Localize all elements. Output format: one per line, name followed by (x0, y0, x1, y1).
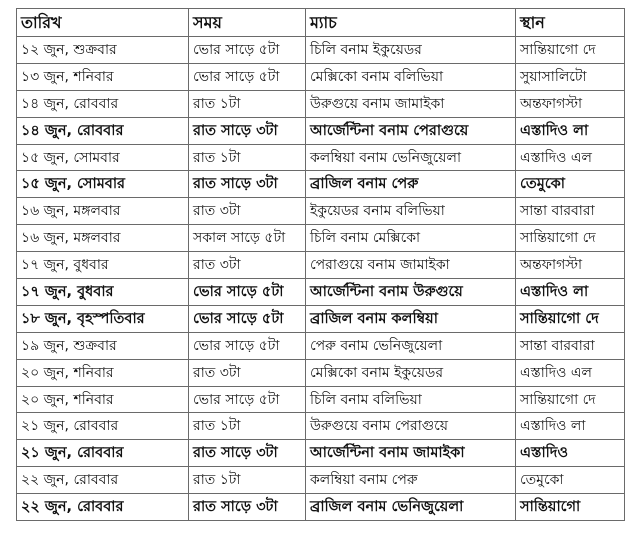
time-cell: রাত ৩টা (189, 252, 306, 279)
time-cell: সকাল সাড়ে ৫টা (189, 225, 306, 252)
table-row (17, 198, 625, 225)
table-row (17, 171, 625, 198)
venue-cell: সান্তিয়াগো দে (516, 386, 625, 413)
table-row (17, 63, 625, 90)
table-row (17, 144, 625, 171)
date-cell: ১৭ জুন, বুধবার (17, 279, 189, 306)
venue-cell: সান্তা বারবারা (516, 198, 625, 225)
match-cell: পেরাগুয়ে বনাম জামাইকা (306, 252, 516, 279)
time-cell: রাত সাড়ে ৩টা (189, 117, 306, 144)
date-cell: ১৮ জুন, বৃহস্পতিবার (17, 305, 189, 332)
date-cell: ১৫ জুন, সোমবার (17, 144, 189, 171)
table-row (17, 90, 625, 117)
match-cell: মেক্সিকো বনাম বলিভিয়া (306, 63, 516, 90)
table-row (17, 413, 625, 440)
date-cell: ১৬ জুন, মঙ্গলবার (17, 198, 189, 225)
time-cell: রাত ১টা (189, 144, 306, 171)
time-cell: রাত ৩টা (189, 198, 306, 225)
venue-cell: অন্তফাগস্টা (516, 252, 625, 279)
date-cell: ১৪ জুন, রোববার (17, 117, 189, 144)
table-header-row (17, 9, 625, 37)
venue-cell: অন্তফাগস্টা (516, 90, 625, 117)
table-row (17, 225, 625, 252)
match-cell: চিলি বনাম ইকুয়েডর (306, 37, 516, 64)
table-row (17, 37, 625, 64)
match-cell: পেরু বনাম ভেনিজুয়েলা (306, 332, 516, 359)
header-time: সময় (189, 9, 306, 37)
table-row (17, 440, 625, 467)
time-cell: ভোর সাড়ে ৫টা (189, 386, 306, 413)
time-cell: রাত সাড়ে ৩টা (189, 171, 306, 198)
match-cell: কলম্বিয়া বনাম পেরু (306, 467, 516, 494)
header-date: তারিখ (17, 9, 189, 37)
match-cell: ইকুয়েডর বনাম বলিভিয়া (306, 198, 516, 225)
table-row (17, 494, 625, 521)
match-cell: উরুগুয়ে বনাম পেরাগুয়ে (306, 413, 516, 440)
venue-cell: তেমুকো (516, 171, 625, 198)
venue-cell: সান্তিয়াগো দে (516, 225, 625, 252)
date-cell: ১৭ জুন, বুধবার (17, 252, 189, 279)
time-cell: রাত সাড়ে ৩টা (189, 494, 306, 521)
table-row (17, 117, 625, 144)
date-cell: ১৬ জুন, মঙ্গলবার (17, 225, 189, 252)
table-row (17, 386, 625, 413)
table-row (17, 252, 625, 279)
date-cell: ১৪ জুন, রোববার (17, 90, 189, 117)
venue-cell: সান্তিয়াগো (516, 494, 625, 521)
match-cell: ব্রাজিল বনাম পেরু (306, 171, 516, 198)
venue-cell: এস্তাদিও লা (516, 413, 625, 440)
match-cell: উরুগুয়ে বনাম জামাইকা (306, 90, 516, 117)
venue-cell: তেমুকো (516, 467, 625, 494)
time-cell: রাত ১টা (189, 467, 306, 494)
date-cell: ২০ জুন, শনিবার (17, 359, 189, 386)
venue-cell: এস্তাদিও এল (516, 144, 625, 171)
date-cell: ২২ জুন, রোববার (17, 494, 189, 521)
match-cell: চিলি বনাম মেক্সিকো (306, 225, 516, 252)
header-match: ম্যাচ (306, 9, 516, 37)
match-cell: কলম্বিয়া বনাম ভেনিজুয়েলা (306, 144, 516, 171)
date-cell: ২১ জুন, রোববার (17, 413, 189, 440)
venue-cell: এস্তাদিও এল (516, 359, 625, 386)
match-cell: ব্রাজিল বনাম কলম্বিয়া (306, 305, 516, 332)
match-cell: আর্জেন্টিনা বনাম জামাইকা (306, 440, 516, 467)
table-row (17, 305, 625, 332)
date-cell: ১৯ জুন, শুক্রবার (17, 332, 189, 359)
match-schedule-table (16, 8, 625, 521)
venue-cell: এস্তাদিও লা (516, 117, 625, 144)
header-venue: স্থান (516, 9, 625, 37)
table-row (17, 279, 625, 306)
time-cell: রাত ১টা (189, 90, 306, 117)
venue-cell: এস্তাদিও লা (516, 279, 625, 306)
match-cell: ব্রাজিল বনাম ভেনিজুয়েলা (306, 494, 516, 521)
date-cell: ১৩ জুন, শনিবার (17, 63, 189, 90)
time-cell: ভোর সাড়ে ৫টা (189, 37, 306, 64)
venue-cell: সান্তিয়াগো দে (516, 305, 625, 332)
time-cell: ভোর সাড়ে ৫টা (189, 332, 306, 359)
date-cell: ১৫ জুন, সোমবার (17, 171, 189, 198)
time-cell: ভোর সাড়ে ৫টা (189, 305, 306, 332)
time-cell: রাত ৩টা (189, 359, 306, 386)
time-cell: ভোর সাড়ে ৫টা (189, 279, 306, 306)
match-cell: চিলি বনাম বলিভিয়া (306, 386, 516, 413)
date-cell: ২১ জুন, রোববার (17, 440, 189, 467)
date-cell: ১২ জুন, শুক্রবার (17, 37, 189, 64)
table-row (17, 332, 625, 359)
table-row (17, 467, 625, 494)
table-row (17, 359, 625, 386)
venue-cell: সান্তিয়াগো দে (516, 37, 625, 64)
date-cell: ২২ জুন, রোববার (17, 467, 189, 494)
venue-cell: এস্তাদিও (516, 440, 625, 467)
match-cell: আর্জেন্টিনা বনাম পেরাগুয়ে (306, 117, 516, 144)
match-cell: মেক্সিকো বনাম ইকুয়েডর (306, 359, 516, 386)
time-cell: রাত সাড়ে ৩টা (189, 440, 306, 467)
venue-cell: সুয়াসালিটো (516, 63, 625, 90)
match-cell: আর্জেন্টিনা বনাম উরুগুয়ে (306, 279, 516, 306)
date-cell: ২০ জুন, শনিবার (17, 386, 189, 413)
venue-cell: সান্তা বারবারা (516, 332, 625, 359)
time-cell: ভোর সাড়ে ৫টা (189, 63, 306, 90)
time-cell: রাত ১টা (189, 413, 306, 440)
